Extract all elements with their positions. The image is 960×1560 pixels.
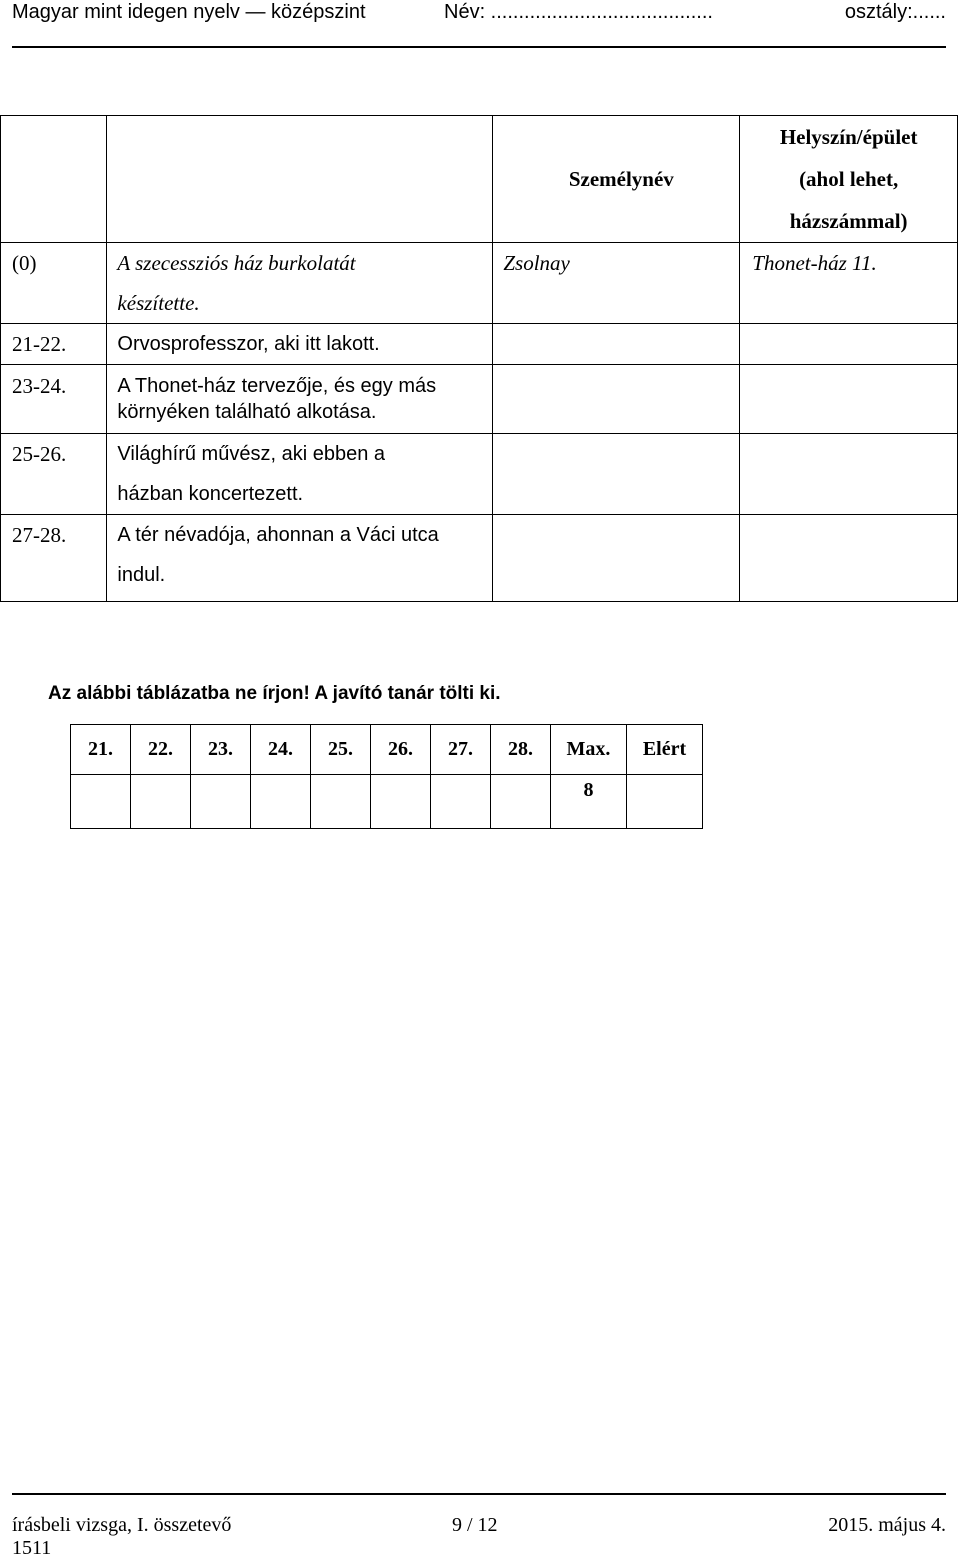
score-header-row <box>71 725 703 775</box>
row-task <box>107 243 493 324</box>
table-row <box>1 434 958 515</box>
page-number: 9 / 12 <box>452 1514 498 1536</box>
row-task-line2: házban koncertezett. <box>117 483 304 505</box>
row-number: 21-22. <box>1 324 107 365</box>
row-place[interactable] <box>740 324 958 365</box>
header-task <box>107 116 493 243</box>
name-field: Név: ........................................ <box>444 1 713 23</box>
page-header <box>12 0 946 30</box>
score-table <box>70 724 703 829</box>
row-number: 27-28. <box>1 515 107 602</box>
row-task-line2: indul. <box>117 564 166 586</box>
score-cell[interactable] <box>431 775 491 829</box>
score-value-row <box>71 775 703 829</box>
row-place[interactable] <box>740 434 958 515</box>
score-header: 22. <box>131 725 191 775</box>
score-header: 24. <box>251 725 311 775</box>
header-place-line3: házszámmal) <box>789 209 908 233</box>
row-number: 25-26. <box>1 434 107 515</box>
score-cell[interactable] <box>71 775 131 829</box>
score-header: 26. <box>371 725 431 775</box>
row-person[interactable] <box>493 324 740 365</box>
table-header-row <box>1 116 958 243</box>
score-header: 23. <box>191 725 251 775</box>
table-row <box>1 515 958 602</box>
row-task: Orvosprofesszor, aki itt lakott. <box>107 324 493 365</box>
row-task-line1: Világhírű művész, aki ebben a <box>117 443 385 465</box>
row-task-line2: környéken található alkotása. <box>117 401 377 423</box>
score-cell[interactable] <box>131 775 191 829</box>
row-task <box>107 434 493 515</box>
score-cell[interactable] <box>311 775 371 829</box>
row-person: Zsolnay <box>493 243 740 324</box>
row-person[interactable] <box>493 434 740 515</box>
score-achieved[interactable] <box>627 775 703 829</box>
header-place <box>740 116 958 243</box>
header-rule <box>12 46 946 48</box>
grader-note: Az alábbi táblázatba ne írjon! A javító tanár tölti ki. <box>48 683 501 704</box>
score-header: 21. <box>71 725 131 775</box>
row-task-line1: A Thonet-ház tervezője, és egy más <box>117 375 437 397</box>
score-header: 28. <box>491 725 551 775</box>
score-max: 8 <box>551 775 627 829</box>
table-row <box>1 365 958 434</box>
exam-code: 1511 <box>12 1537 52 1559</box>
footer-exam: írásbeli vizsga, I. összetevő <box>12 1514 232 1536</box>
footer-rule <box>12 1493 946 1495</box>
score-cell[interactable] <box>191 775 251 829</box>
row-person[interactable] <box>493 515 740 602</box>
row-task <box>107 515 493 602</box>
row-person[interactable] <box>493 365 740 434</box>
score-header: 25. <box>311 725 371 775</box>
row-task-line1: A tér névadója, ahonnan a Váci utca <box>117 524 439 546</box>
table-row <box>1 243 958 324</box>
row-place[interactable] <box>740 515 958 602</box>
row-number: 23-24. <box>1 365 107 434</box>
score-header: 27. <box>431 725 491 775</box>
header-place-line1: Helyszín/épület <box>779 125 918 149</box>
row-place[interactable] <box>740 365 958 434</box>
score-cell[interactable] <box>491 775 551 829</box>
score-header: Elért <box>627 725 703 775</box>
score-header: Max. <box>551 725 627 775</box>
header-place-line2: (ahol lehet, <box>799 167 899 191</box>
exam-title: Magyar mint idegen nyelv — középszint <box>12 1 366 23</box>
row-task-line1: A szecessziós ház burkolatát <box>117 251 356 275</box>
header-person: Személynév <box>493 116 740 243</box>
score-cell[interactable] <box>251 775 311 829</box>
score-cell[interactable] <box>371 775 431 829</box>
row-number: (0) <box>1 243 107 324</box>
table-row <box>1 324 958 365</box>
answer-table <box>0 115 958 602</box>
exam-date: 2015. május 4. <box>828 1514 946 1536</box>
class-field: osztály:...... <box>844 1 946 23</box>
row-place: Thonet-ház 11. <box>740 243 958 324</box>
row-task-line2: készítette. <box>117 291 200 315</box>
row-task <box>107 365 493 434</box>
